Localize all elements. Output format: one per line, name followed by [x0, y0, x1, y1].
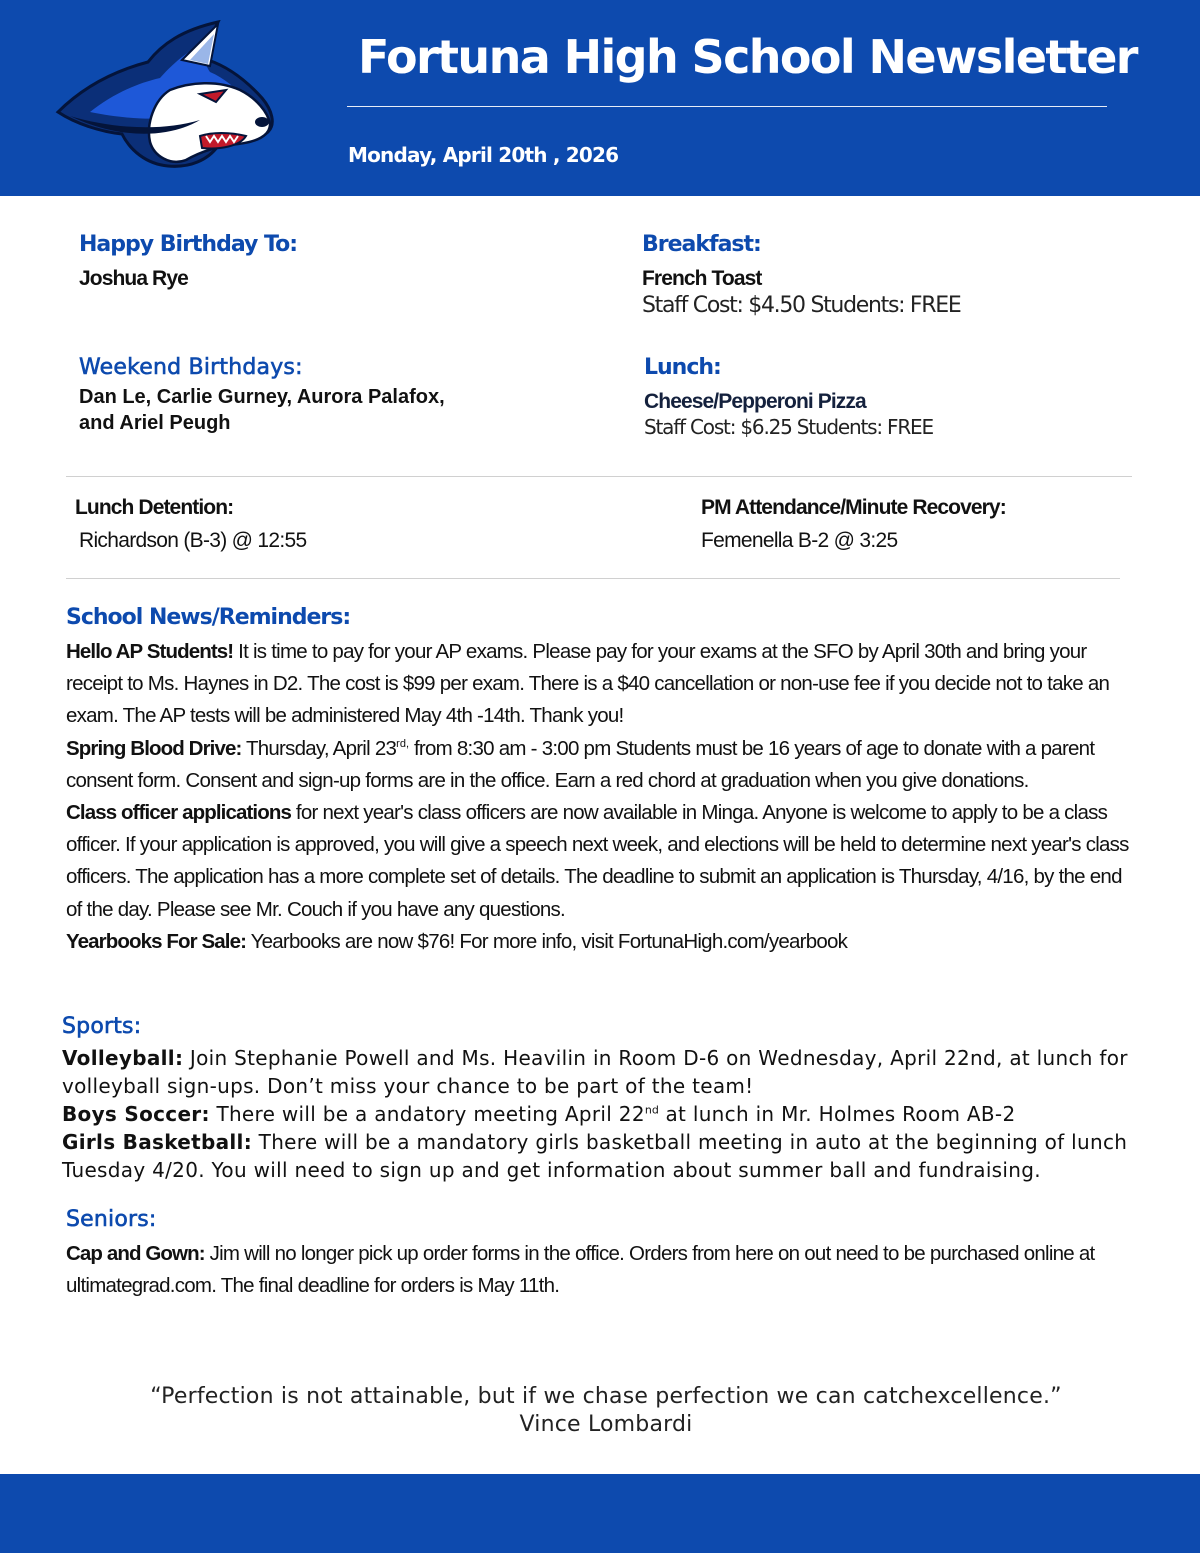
lunch-detention-section [75, 496, 306, 553]
title-divider [347, 106, 1107, 107]
yearbook-label: Yearbooks For Sale: [66, 929, 247, 953]
boys-soccer-label: Boys Soccer: [62, 1102, 210, 1126]
class-officer-text: for next year's class officers are now available in Minga. Anyone is welcome to apply to be a class officer. If your application is approved, you will give a speech next week, and elections will be held to determine next year's class officers. The application has a more complete set of details. The deadline to submit an application is Thursday, 4/16, by the end of the day. Please see Mr. Couch if you have any questions. [66, 801, 1129, 921]
section-divider [66, 476, 1132, 477]
volleyball-label: Volleyball: [62, 1046, 184, 1070]
blood-drive-sup: rd, [396, 737, 410, 750]
cap-and-gown-text: Jim will no longer pick up order forms in the office. Orders from here on out need to be purchased online at ultimategrad.com. The final deadline for orders is May 11th. [66, 1242, 1095, 1298]
sports-heading: Sports: [62, 1014, 142, 1039]
birthday-heading: Happy Birthday To: [79, 232, 298, 257]
breakfast-item: French Toast [642, 267, 762, 290]
breakfast-cost: Staff Cost: $4.50 Students: FREE [642, 293, 961, 318]
breakfast-section [642, 232, 960, 318]
sports-section [62, 1014, 1142, 1184]
lunch-cost: Staff Cost: $6.25 Students: FREE [644, 415, 933, 439]
attendance-value: Femenella B-2 @ 3:25 [701, 529, 898, 552]
birthday-section [79, 232, 297, 291]
header-banner [0, 0, 1200, 196]
girls-basketball-text: There will be a mandatory girls basketball meeting in auto at the beginning of lunch Tuesday 4/20. You will need to sign up and get information about summer ball and fundraising. [62, 1130, 1128, 1182]
ap-students-paragraph [66, 636, 1141, 733]
blood-drive-paragraph [66, 733, 1141, 797]
footer-banner [0, 1474, 1200, 1553]
girls-basketball-label: Girls Basketball: [62, 1130, 253, 1154]
section-divider [66, 578, 1120, 579]
newsletter-date: Monday, April 20th , 2026 [348, 143, 619, 167]
ap-students-text: It is time to pay for your AP exams. Please pay for your exams at the SFO by April 30th and bring your receipt to Ms. Haynes in D2. The cost is $99 per exam. There is a $40 cancellation or non-use fee if you decide not to take an exam. The AP tests will be administered May 4th -14th. Thank you! [66, 640, 1110, 728]
quote-author: Vince Lombardi [519, 1412, 693, 1437]
class-officer-label: Class officer applications [66, 801, 291, 825]
volleyball-text: Join Stephanie Powell and Ms. Heavilin in Room D-6 on Wednesday, April 22nd, at lunch for volleyball sign-ups. Don’t miss your chance to be part of the team! [62, 1046, 1128, 1098]
weekend-birthdays-line2: and Ariel Peugh [79, 412, 231, 434]
attendance-section [701, 496, 1006, 553]
birthday-name: Joshua Rye [79, 267, 188, 290]
lunch-detention-value: Richardson (B-3) @ 12:55 [79, 529, 307, 552]
boys-soccer-text-b: at lunch in Mr. Holmes Room AB-2 [658, 1102, 1016, 1126]
lunch-heading: Lunch: [644, 355, 721, 380]
weekend-birthdays-heading: Weekend Birthdays: [79, 355, 303, 380]
attendance-heading: PM Attendance/Minute Recovery: [701, 496, 1006, 519]
quote-block [0, 1383, 1200, 1439]
page-title: Fortuna High School Newsletter [358, 30, 1137, 84]
yearbook-text: Yearbooks are now $76! For more info, visit FortunaHigh.com/yearbook [246, 929, 848, 953]
girls-basketball-paragraph [62, 1128, 1142, 1184]
yearbook-paragraph [66, 926, 1141, 958]
boys-soccer-sup: nd [644, 1103, 659, 1117]
blood-drive-text-a: Thursday, April 23 [241, 736, 397, 760]
quote-text: “Perfection is not attainable, but if we chase perfection we can catchexcellence.” [150, 1384, 1062, 1409]
boys-soccer-text-a: There will be a andatory meeting April 22 [209, 1102, 645, 1126]
school-news-heading: School News/Reminders: [66, 605, 351, 630]
cap-and-gown-label: Cap and Gown: [66, 1242, 205, 1265]
school-news-section [66, 605, 1141, 958]
weekend-birthdays-line1: Dan Le, Carlie Gurney, Aurora Palafox, [79, 386, 445, 408]
ap-students-label: Hello AP Students! [66, 640, 234, 663]
volleyball-paragraph [62, 1044, 1142, 1100]
husky-mascot-icon [50, 20, 280, 170]
blood-drive-label: Spring Blood Drive: [66, 736, 242, 760]
seniors-section [66, 1207, 1141, 1302]
weekend-birthdays-section [79, 355, 445, 435]
lunch-detention-heading: Lunch Detention: [75, 496, 234, 519]
blood-drive-text-b: from 8:30 am - 3:00 pm Students must be 16 years of age to donate with a parent consent form. Consent and sign-up forms are in the office. Earn a red chord at graduation when you give donations. [66, 736, 1095, 792]
class-officer-paragraph [66, 797, 1141, 926]
boys-soccer-paragraph [62, 1100, 1142, 1128]
lunch-section [644, 355, 933, 439]
cap-and-gown-paragraph [66, 1238, 1141, 1302]
lunch-item: Cheese/Pepperoni Pizza [644, 390, 866, 413]
breakfast-heading: Breakfast: [642, 232, 761, 257]
seniors-heading: Seniors: [66, 1207, 157, 1232]
